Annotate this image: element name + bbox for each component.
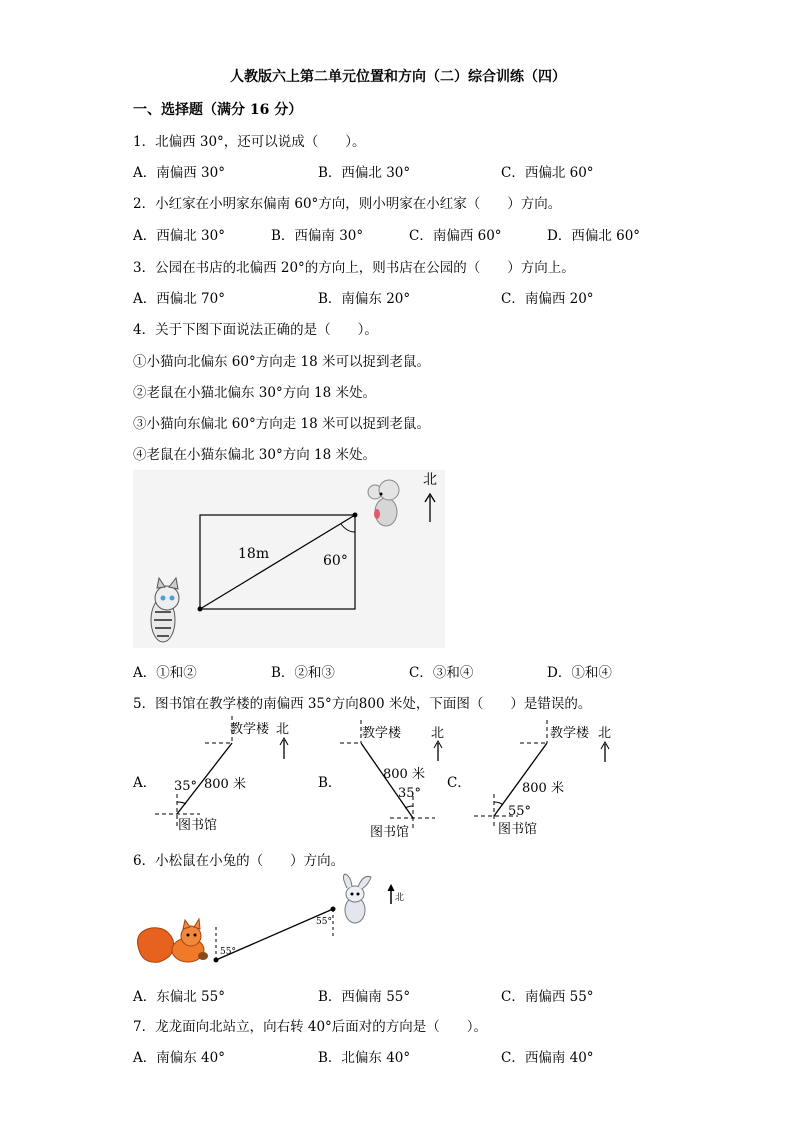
- question-3: 3．公园在书店的北偏西 20°的方向上，则书店在公园的（ ）方向上。: [133, 260, 575, 276]
- q4-statement-2: ②老鼠在小猫北偏东 30°方向 18 米处。: [133, 385, 376, 401]
- angle-label-2: 55°: [316, 917, 332, 927]
- q7-option-b[interactable]: B．北偏东 40°: [318, 1050, 411, 1066]
- rabbit-icon: [343, 874, 371, 923]
- q4-statement-3: ③小猫向东偏北 60°方向走 18 米可以捉到老鼠。: [133, 416, 430, 432]
- q5-option-c-letter[interactable]: C．: [447, 775, 471, 791]
- angle-label: 60°: [323, 553, 348, 569]
- distance-label: 800 米: [522, 781, 564, 796]
- q5-option-b-letter[interactable]: B．: [318, 775, 342, 791]
- library-label: 图书馆: [370, 825, 410, 840]
- question-6: 6．小松鼠在小兔的（ ）方向。: [133, 853, 345, 869]
- q4-option-d[interactable]: D．①和④: [547, 665, 612, 681]
- q6-option-a[interactable]: A．东偏北 55°: [133, 989, 225, 1005]
- angle-label-1: 55°: [220, 947, 236, 957]
- library-label: 图书馆: [178, 818, 218, 833]
- angle-label: 35°: [398, 786, 422, 801]
- q6-figure: [133, 872, 423, 972]
- q4-statement-1: ①小猫向北偏东 60°方向走 18 米可以捉到老鼠。: [133, 354, 430, 370]
- q1-option-b[interactable]: B．西偏北 30°: [318, 165, 411, 181]
- q3-option-b[interactable]: B．南偏东 20°: [318, 291, 411, 307]
- north-arrowhead: [388, 885, 394, 891]
- q2-option-a[interactable]: A．西偏北 30°: [133, 228, 225, 244]
- figure-background: [133, 470, 445, 648]
- q4-option-b[interactable]: B．②和③: [271, 665, 335, 681]
- north-label: 北: [395, 893, 405, 903]
- question-4: 4．关于下图下面说法正确的是（ ）。: [133, 322, 378, 338]
- north-label: 北: [423, 472, 437, 488]
- north-label: 北: [431, 726, 445, 741]
- q2-option-d[interactable]: D．西偏北 60°: [547, 228, 641, 244]
- question-7: 7．龙龙面向北站立，向右转 40°后面对的方向是（ ）。: [133, 1019, 488, 1035]
- q5-option-a-letter[interactable]: A．: [133, 775, 157, 791]
- q7-option-c[interactable]: C．西偏南 40°: [501, 1050, 594, 1066]
- angle-arc: [405, 806, 413, 808]
- q2-option-c[interactable]: C．南偏西 60°: [409, 228, 502, 244]
- page-title: 人教版六上第二单元位置和方向（二）综合训练（四）: [230, 69, 566, 85]
- question-1: 1．北偏西 30°，还可以说成（ ）。: [133, 134, 366, 150]
- building-label: 教学楼: [230, 722, 270, 737]
- q5-figure-a: [150, 716, 310, 836]
- q6-option-b[interactable]: B．西偏南 55°: [318, 989, 411, 1005]
- question-2: 2．小红家在小明家东偏南 60°方向，则小明家在小红家（ ）方向。: [133, 196, 562, 212]
- q1-option-c[interactable]: C．西偏北 60°: [501, 165, 594, 181]
- q5-figure-b: [335, 716, 465, 840]
- angle-label: 35°: [174, 779, 198, 794]
- angle-arc: [177, 802, 186, 804]
- mouse-point: [353, 513, 358, 518]
- distance-label: 800 米: [383, 767, 425, 782]
- q6-option-c[interactable]: C．南偏西 55°: [501, 989, 594, 1005]
- q3-option-a[interactable]: A．西偏北 70°: [133, 291, 225, 307]
- q5-figure-c: [470, 716, 630, 840]
- question-5: 5．图书馆在教学楼的南偏西 35°方向800 米处，下面图（ ）是错误的。: [133, 696, 592, 712]
- q2-option-b[interactable]: B．西偏南 30°: [271, 228, 364, 244]
- distance-label: 800 米: [204, 777, 246, 792]
- building-label: 教学楼: [550, 726, 590, 741]
- section-heading: 一、选择题（满分 16 分）: [133, 102, 303, 118]
- building-label: 教学楼: [362, 726, 402, 741]
- north-label: 北: [276, 722, 290, 737]
- distance-label: 18m: [238, 546, 270, 562]
- squirrel-icon: [138, 919, 209, 962]
- q1-option-a[interactable]: A．南偏西 30°: [133, 165, 225, 181]
- q3-option-c[interactable]: C．南偏西 20°: [501, 291, 594, 307]
- q4-option-a[interactable]: A．①和②: [133, 665, 197, 681]
- q4-figure: [133, 470, 453, 650]
- q7-option-a[interactable]: A．南偏东 40°: [133, 1050, 225, 1066]
- q4-statement-4: ④老鼠在小猫东偏北 30°方向 18 米处。: [133, 447, 376, 463]
- library-label: 图书馆: [498, 822, 538, 837]
- cat-point: [198, 607, 203, 612]
- q4-option-c[interactable]: C．③和④: [409, 665, 474, 681]
- north-label: 北: [598, 726, 612, 741]
- angle-label: 55°: [508, 804, 532, 819]
